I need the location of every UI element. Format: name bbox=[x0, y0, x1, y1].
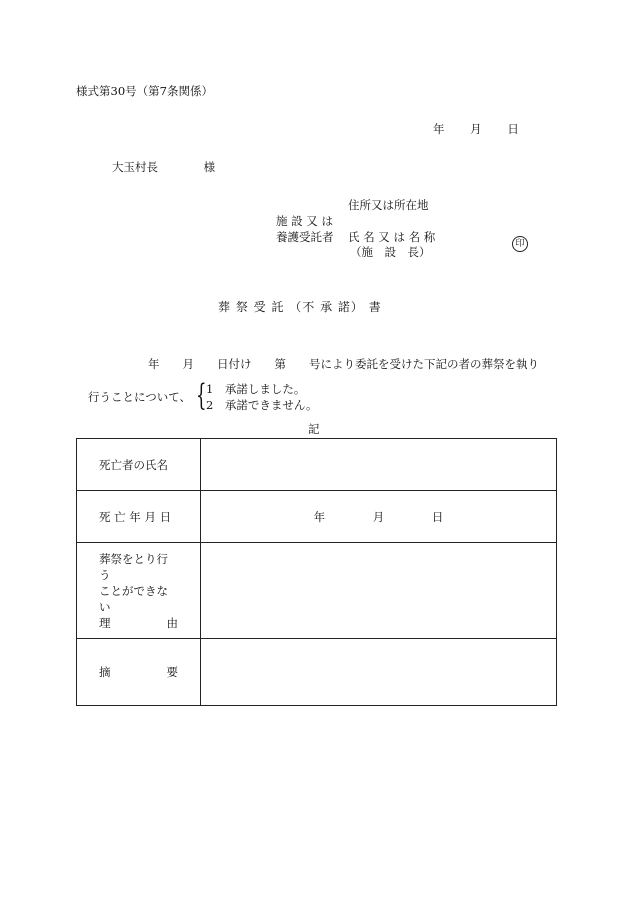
body-line1: 年 月 日付け 第 号により委託を受けた下記の者の葬祭を執り bbox=[148, 357, 539, 371]
table-row bbox=[77, 439, 557, 491]
ki-label: 記 bbox=[308, 422, 320, 436]
sender-role-line2: 養護受託者 bbox=[276, 230, 334, 244]
reason-label-yu: 由 bbox=[166, 615, 178, 630]
option-2: 2 承諾できません。 bbox=[206, 398, 318, 412]
remarks-label bbox=[77, 639, 201, 706]
table-row bbox=[77, 491, 557, 543]
form-number: 様式第30号（第7条関係） bbox=[76, 84, 213, 98]
address-label: 住所又は所在地 bbox=[348, 198, 429, 212]
addressee bbox=[112, 161, 215, 175]
seal-icon: 印 bbox=[512, 236, 528, 252]
option-1: 1 承諾しました。 bbox=[206, 382, 306, 396]
date-line bbox=[433, 123, 519, 137]
reason-label-line2: ことができない bbox=[99, 583, 168, 614]
date-day: 日 bbox=[507, 122, 519, 136]
table-row bbox=[77, 543, 557, 639]
addressee-honorific: 様 bbox=[203, 160, 216, 174]
reason-label-line3 bbox=[99, 615, 178, 631]
deceased-name-label: 死亡者の氏名 bbox=[77, 439, 201, 491]
name-label: 氏 名 又 は 名 称 bbox=[348, 230, 436, 244]
body-line2-prefix: 行うことについて、 bbox=[88, 390, 192, 404]
death-date-label: 死 亡 年 月 日 bbox=[77, 491, 201, 543]
remarks-label-inner bbox=[99, 664, 178, 680]
death-date-year: 年 bbox=[313, 509, 326, 524]
title-label: （施 設 長） bbox=[350, 245, 431, 259]
deceased-name-value[interactable] bbox=[201, 439, 557, 491]
sender-role-line1: 施 設 又 は bbox=[276, 214, 333, 228]
death-date-value[interactable] bbox=[201, 491, 557, 543]
addressee-name: 大玉村長 bbox=[112, 160, 158, 174]
death-date-month: 月 bbox=[372, 509, 385, 524]
remarks-value[interactable] bbox=[201, 639, 557, 706]
reason-label bbox=[77, 543, 201, 639]
reason-value[interactable] bbox=[201, 543, 557, 639]
date-month: 月 bbox=[470, 122, 482, 136]
death-date-day: 日 bbox=[431, 509, 444, 524]
document-title: 葬 祭 受 託 （不 承 諾） 書 bbox=[218, 300, 382, 314]
record-table bbox=[76, 438, 557, 706]
brace-icon: { bbox=[196, 378, 207, 413]
reason-label-ri: 理 bbox=[99, 615, 111, 630]
table-row bbox=[77, 639, 557, 706]
reason-label-line1: 葬祭をとり行う bbox=[99, 551, 168, 582]
date-year: 年 bbox=[433, 122, 445, 136]
remarks-label-teki: 摘 bbox=[99, 665, 111, 679]
remarks-label-you: 要 bbox=[166, 665, 178, 679]
